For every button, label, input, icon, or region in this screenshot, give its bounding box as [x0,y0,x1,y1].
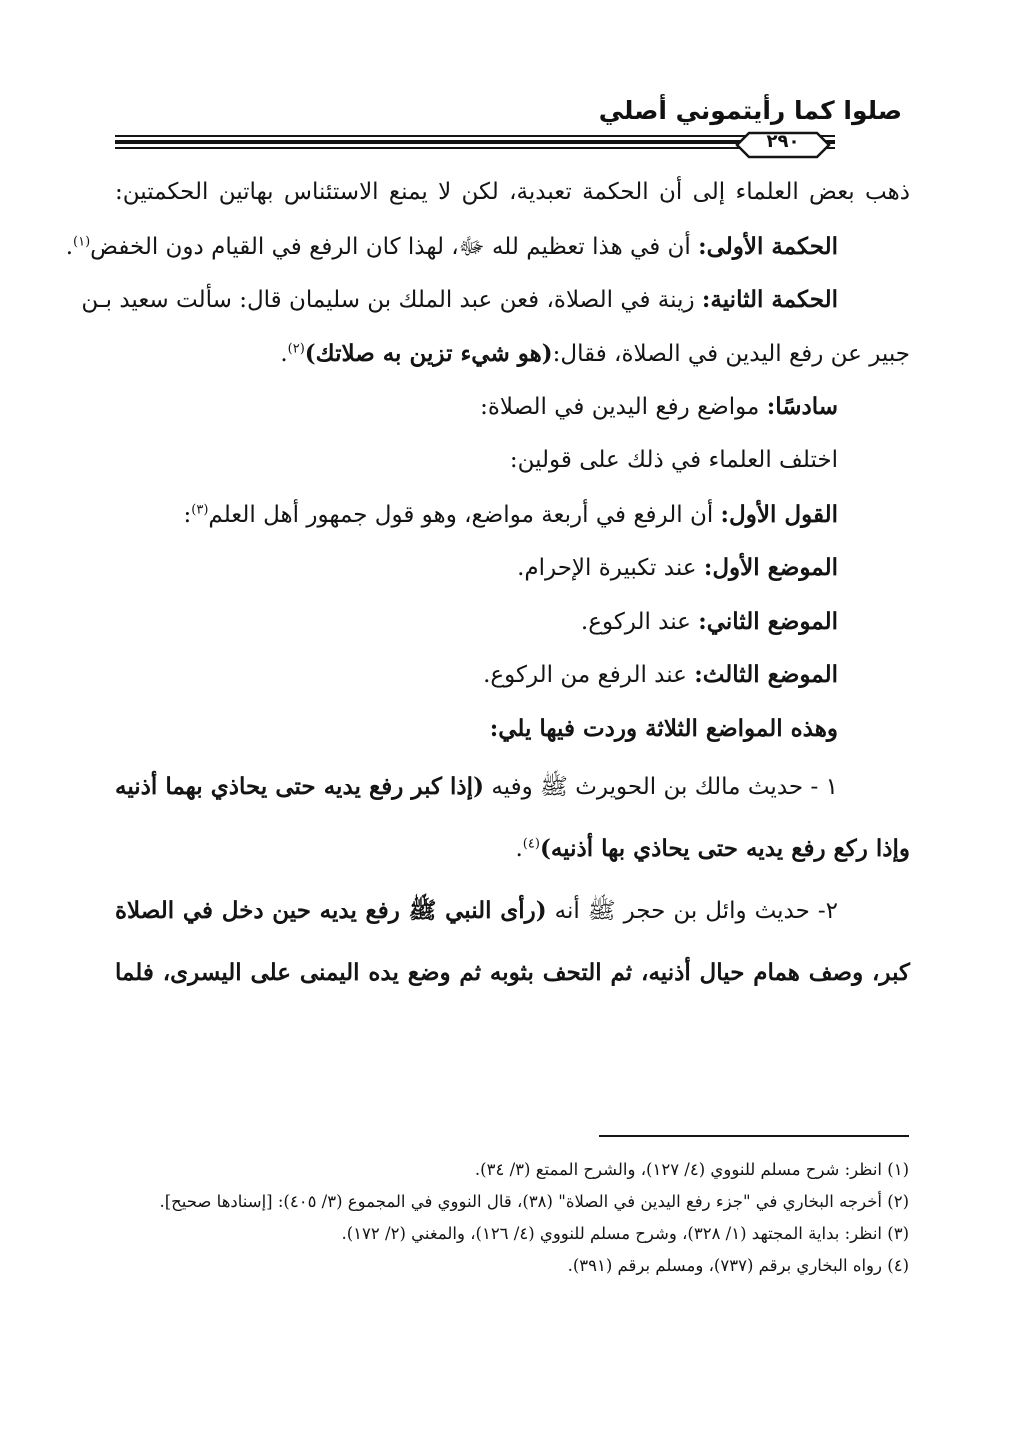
text-run: : [183,501,192,528]
text-line [115,166,910,220]
text-run: أن الرفع في أربعة مواضع، وهو قول جمهور أهل العلم [208,501,721,528]
text-line [115,648,838,702]
text-run: عند الركوع. [580,608,699,635]
footnote-separator [599,1135,909,1137]
bold-text: الموضع الثالث: [694,661,838,689]
bold-text: كبر، وصف همام حيال أذنيه، ثم التحف بثوبه ثم وضع يده اليمنى على اليسرى، فلما [115,958,910,986]
text-line [115,880,838,942]
footnote-ref: (٢) [287,341,305,357]
header-rule [115,130,835,154]
text-line [115,942,910,1004]
text-line [115,380,838,434]
text-run: ٢- حديث وائل بن حجر ﷺ أنه [546,897,838,924]
text-line [115,756,838,818]
main-text [65,166,910,1004]
bold-text: القول الأول: [720,500,838,528]
bold-text: الموضع الأول: [703,554,838,582]
footnotes [100,1154,909,1282]
footnote-item: (١) انظر: شرح مسلم للنووي (٤/ ١٢٧)، والشرح الممتع (٣/ ٣٤). [474,1160,909,1179]
text-line [115,541,838,595]
text-run: ١ - حديث مالك بن الحويرث ﷺ وفيه [483,773,838,800]
footnote-item: (٣) انظر: بداية المجتهد (١/ ٣٢٨)، وشرح مسلم للنووي (٤/ ١٢٦)، والمغني (٢/ ١٧٢). [341,1224,909,1243]
bold-text: الموضع الثاني: [698,607,838,635]
header-rule-thin-top [115,135,835,137]
header-rule-thin-bottom [115,147,835,149]
footnote-item: (٤) رواه البخاري برقم (٧٣٧)، ومسلم برقم (٣٩١). [567,1256,909,1275]
bold-text: (إذا كبر رفع يديه حتى يحاذي بهما أذنيه [115,772,484,800]
header-rule-thick [115,140,835,144]
bold-text: (هو شيء تزين به صلاتك) [304,339,553,367]
text-run: زينة في الصلاة، فعن عبد الملك بن سليمان قال: سألت سعيد بـن [81,287,702,314]
text-run: عند تكبيرة الإحرام. [517,555,704,582]
footnote-ref: (٣) [191,501,209,517]
page-number: ٢٩٠ [766,131,800,152]
text-run: عند الرفع من الركوع. [483,662,695,689]
text-run: أن في هذا تعظيم لله ﷻ، لهذا كان الرفع في القيام دون الخفض [90,233,699,260]
text-run: ذهب بعض العلماء إلى أن الحكمة تعبدية، لكن لا يمنع الاستئناس بهاتين الحكمتين: [115,179,910,205]
bold-text: (رأى النبي ﷺ رفع يديه حين دخل في الصلاة [115,896,547,924]
bold-text: وإذا ركع رفع يديه حتى يحاذي بها أذنيه) [539,834,910,862]
text-line [115,488,838,542]
text-run: جبير عن رفع اليدين في الصلاة، فقال: [552,340,910,367]
bold-text: الحكمة الثانية: [701,286,838,314]
page-number-badge [735,130,831,160]
footnote-ref: (٤) [522,835,540,851]
text-run: . [65,233,74,260]
text-run: اختلف العلماء في ذلك على قولين: [509,446,838,473]
text-line [115,702,838,756]
text-line [115,818,910,880]
bold-text: الحكمة الأولى: [698,232,838,260]
text-run: . [515,835,523,862]
bold-text: سادسًا: [766,393,838,421]
running-title: صلوا كما رأيتموني أصلي [598,96,902,125]
text-line [115,595,838,649]
text-line [115,434,838,488]
text-run: . [280,340,288,367]
text-line [115,327,910,381]
text-line [65,220,838,274]
bold-text: وهذه المواضع الثلاثة وردت فيها يلي: [489,714,838,742]
text-line [81,273,838,327]
footnote-ref: (١) [73,233,91,249]
footnote-item: (٢) أخرجه البخاري في "جزء رفع اليدين في الصلاة" (٣٨)، قال النووي في المجموع (٣/ ٤٠٥): [إسنادها صحيح]. [159,1192,909,1211]
text-run: مواضع رفع اليدين في الصلاة: [480,394,767,421]
